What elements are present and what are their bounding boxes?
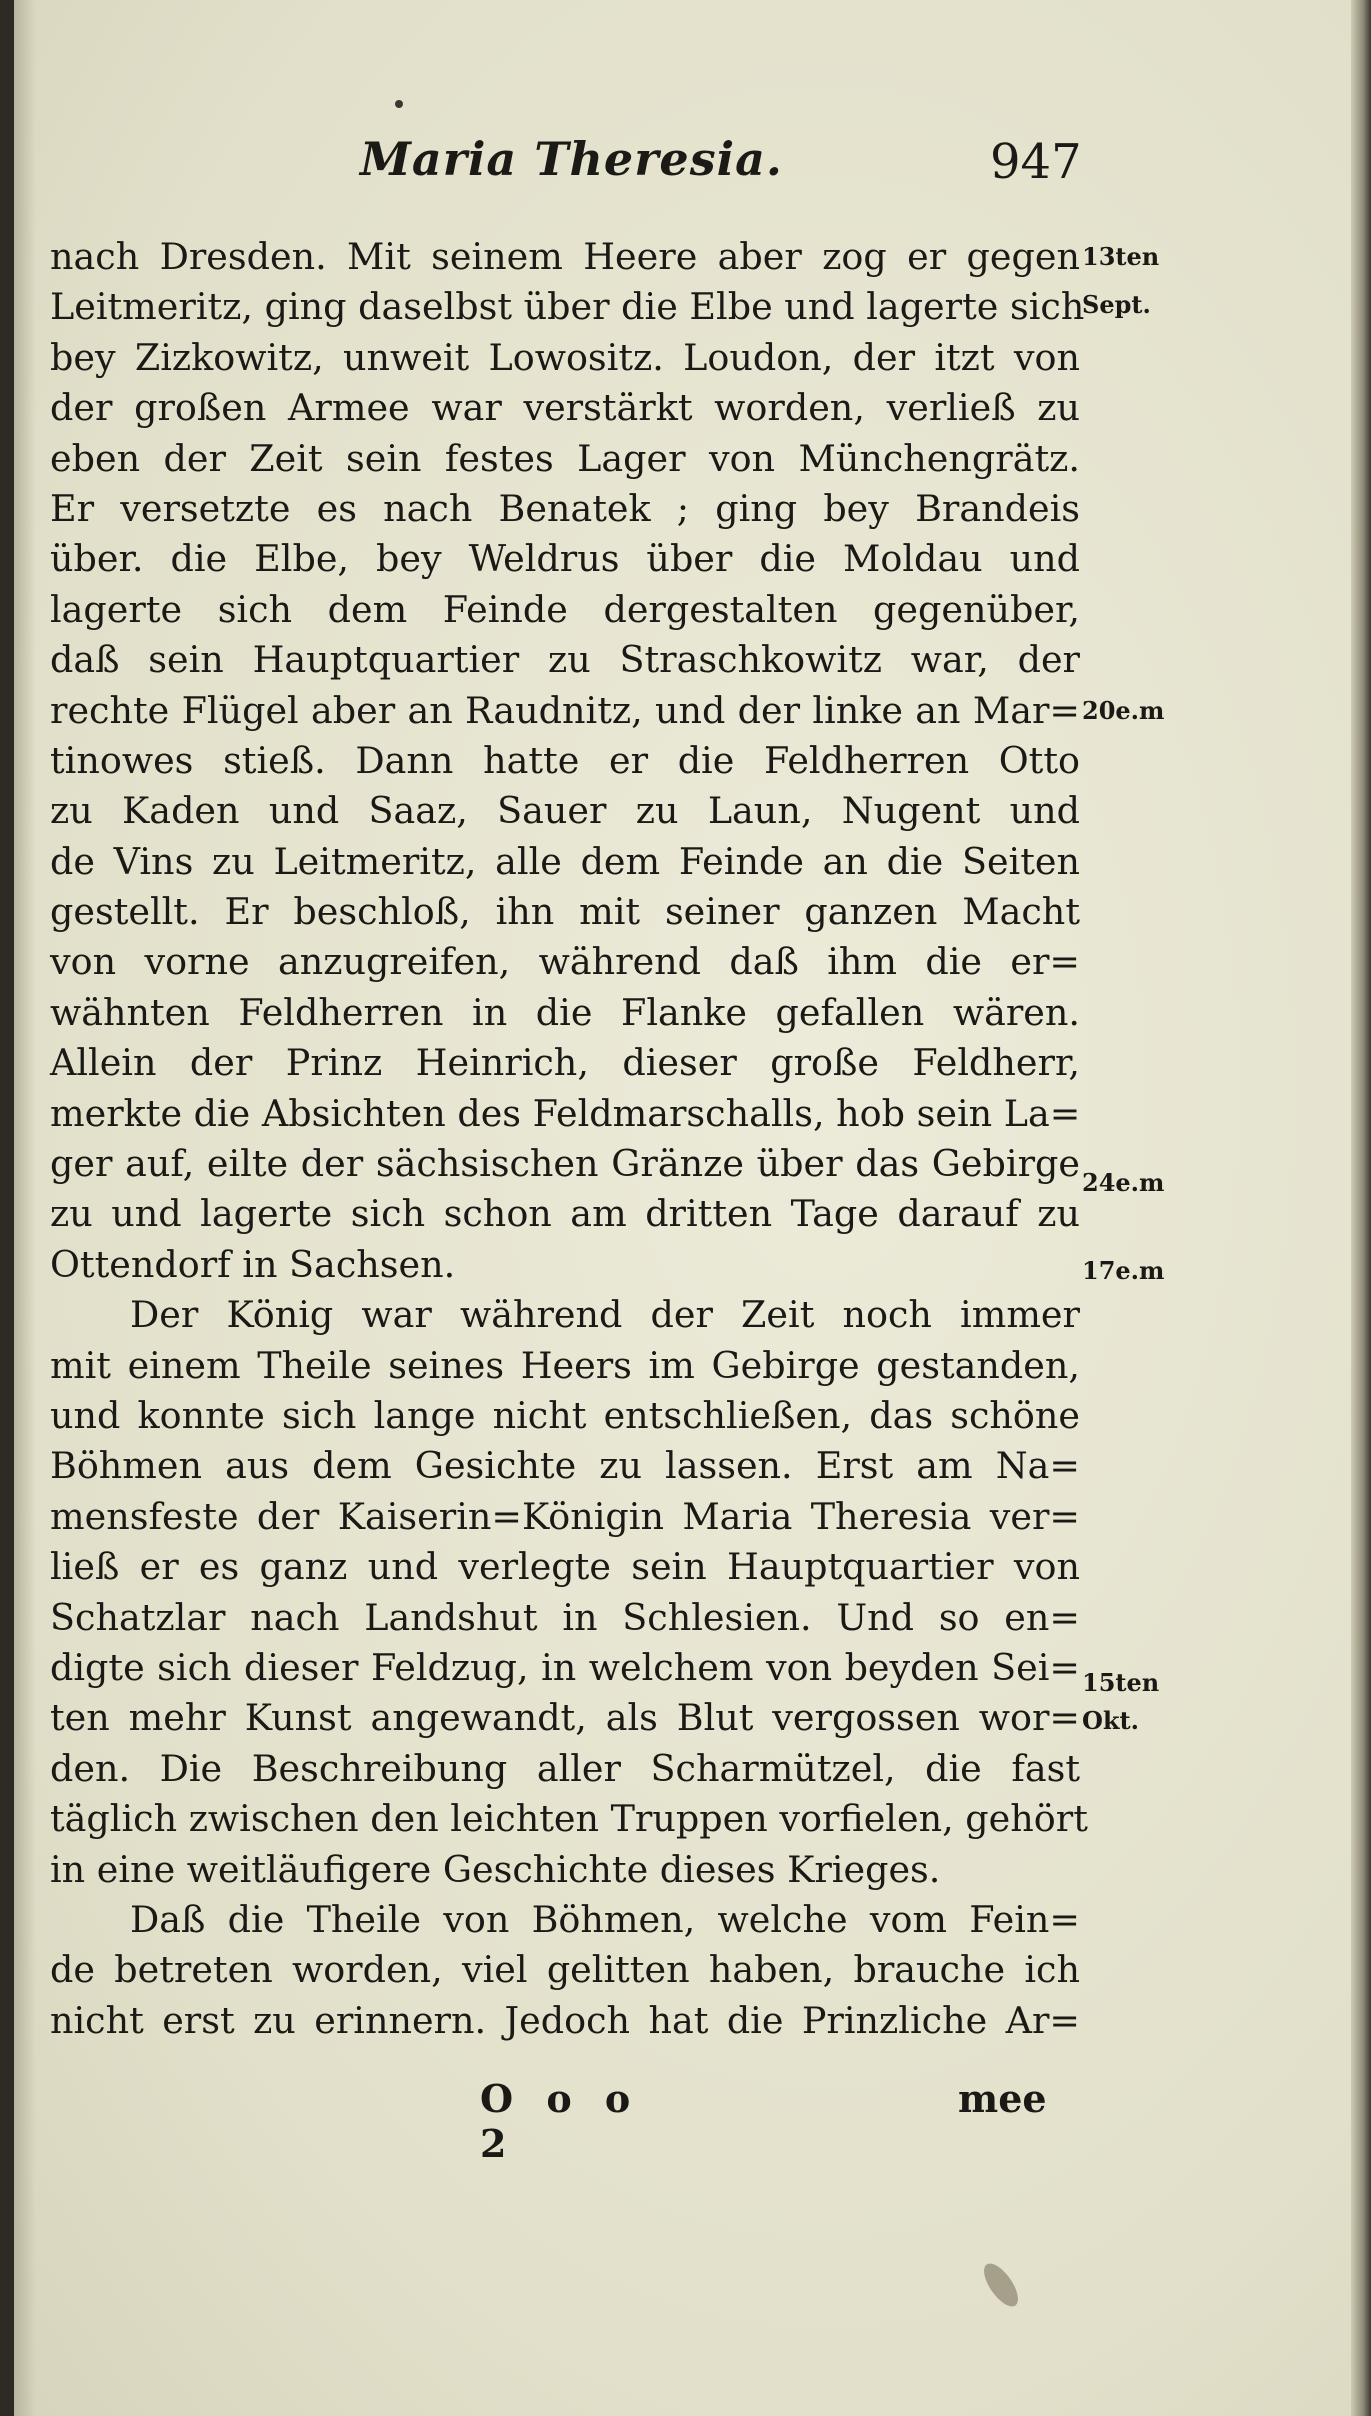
text-line: bey Zizkowitz, unweit Lowositz. Loudon, der itzt von (50, 335, 1080, 379)
signature-mark: O o o 2 (480, 2076, 641, 2166)
text-line: wähnten Feldherren in die Flanke gefallen wären. (50, 990, 1080, 1034)
binding-edge (0, 0, 14, 2416)
text-line: zu und lagerte sich schon am dritten Tage darauf zu (50, 1192, 1080, 1236)
margin-note-date: 13ten (1082, 242, 1160, 271)
ink-spot (395, 100, 403, 108)
page-header (0, 132, 1371, 202)
text-line: in eine weitläufigere Geschichte dieses Krieges. (50, 1847, 941, 1891)
text-line: ten mehr Kunst angewandt, als Blut vergossen wor= (50, 1696, 1080, 1740)
text-line: de Vins zu Leitmeritz, alle dem Feinde an die Seiten (50, 839, 1080, 883)
text-line: mensfeste der Kaiserin=Königin Maria Theresia ver= (50, 1494, 1080, 1538)
text-line: daß sein Hauptquartier zu Straschkowitz war, der (50, 638, 1080, 682)
text-line: Allein der Prinz Heinrich, dieser große Feldherr, (50, 1041, 1080, 1085)
text-line: tinowes stieß. Dann hatte er die Feldherren Otto (50, 738, 1080, 782)
text-line: Leitmeritz, ging daselbst über die Elbe und lagerte sich (50, 285, 1085, 329)
text-line: mit einem Theile seines Heers im Gebirge gestanden, (50, 1343, 1080, 1387)
text-line: täglich zwischen den leichten Truppen vorfielen, gehört (50, 1797, 1088, 1841)
text-line: rechte Flügel aber an Raudnitz, und der linke an Mar= (50, 688, 1080, 732)
text-line: Schatzlar nach Landshut in Schlesien. Und so en= (50, 1595, 1080, 1639)
margin-note-date: 24e.m (1082, 1168, 1165, 1197)
text-line: ger auf, eilte der sächsischen Gränze über das Gebirge (50, 1142, 1080, 1186)
text-line: lagerte sich dem Feinde dergestalten gegenüber, (50, 587, 1080, 631)
margin-note-date: 17e.m (1082, 1256, 1165, 1285)
margin-note-date: 15ten (1082, 1668, 1160, 1697)
text-line: Ottendorf in Sachsen. (50, 1242, 456, 1286)
stain-mark (978, 2258, 1025, 2312)
text-line: gestellt. Er beschloß, ihn mit seiner ganzen Macht (50, 890, 1080, 934)
page-edge (1351, 0, 1371, 2416)
text-line: den. Die Beschreibung aller Scharmützel, die fast (50, 1746, 1080, 1790)
margin-note-month: Okt. (1082, 1706, 1139, 1735)
text-line: von vorne anzugreifen, während daß ihm die er= (50, 940, 1080, 984)
page-number: 947 (990, 134, 1082, 190)
margin-note-date: 20e.m (1082, 696, 1165, 725)
text-line: nach Dresden. Mit seinem Heere aber zog er gegen (50, 235, 1080, 278)
text-line: der großen Armee war verstärkt worden, verließ zu (50, 386, 1080, 430)
text-line: digte sich dieser Feldzug, in welchem von beyden Sei= (50, 1645, 1080, 1689)
text-line: zu Kaden und Saaz, Sauer zu Laun, Nugent und (50, 789, 1080, 833)
text-line: über. die Elbe, bey Weldrus über die Moldau und (50, 537, 1080, 581)
text-line: de betreten worden, viel gelitten haben, brauche ich (50, 1948, 1080, 1992)
running-title: Maria Theresia. (360, 132, 783, 186)
text-line: Daß die Theile von Böhmen, welche vom Fein= (130, 1897, 1080, 1941)
text-line: Er versetzte es nach Benatek ; ging bey Brandeis (50, 486, 1080, 530)
text-line: und konnte sich lange nicht entschließen, das schöne (50, 1393, 1080, 1437)
text-line: ließ er es ganz und verlegte sein Hauptquartier von (50, 1545, 1080, 1589)
margin-note-month: Sept. (1082, 290, 1151, 319)
gutter-shadow (14, 0, 36, 2416)
text-line: Der König war während der Zeit noch immer (130, 1293, 1080, 1337)
text-line: merkte die Absichten des Feldmarschalls, hob sein La= (50, 1091, 1081, 1135)
text-line: eben der Zeit sein festes Lager von Münchengrätz. (50, 436, 1080, 480)
text-line: nicht erst zu erinnern. Jedoch hat die Prinzliche Ar= (50, 1998, 1080, 2042)
body-text (50, 232, 1088, 2046)
catchword: mee (958, 2076, 1047, 2121)
text-line: Böhmen aus dem Gesichte zu lassen. Erst am Na= (50, 1444, 1080, 1488)
